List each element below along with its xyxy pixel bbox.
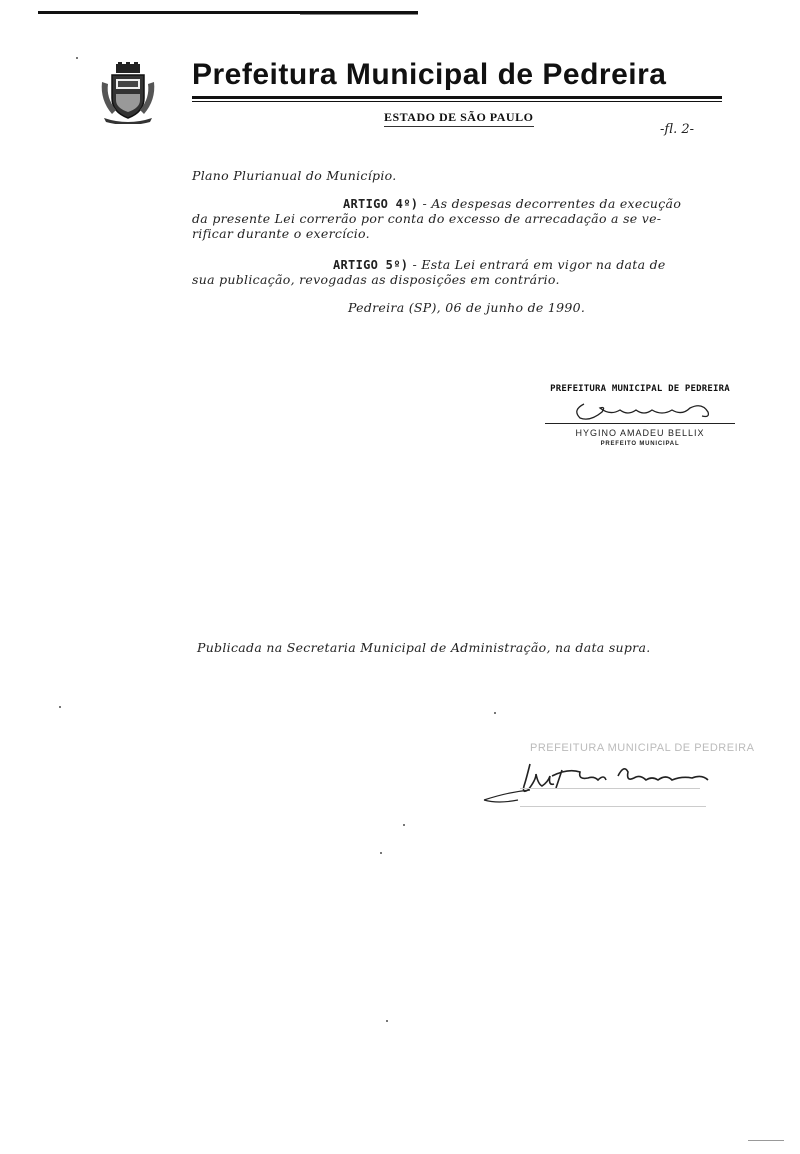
scan-speck [748,1140,784,1141]
mayor-handwritten-signature [570,398,720,424]
mayor-stamp-text: PREFEITURA MUNICIPAL DE PEDREIRA [550,384,730,394]
article-5-heading: ARTIGO 5º) [333,258,409,272]
article-5-line-1: - Esta Lei entrará em vigor na data de [408,257,666,272]
article-4-first-line [343,196,681,211]
mayor-name: HYGINO AMADEU BELLIX [575,428,705,438]
article-4-line-1: - As despesas decorrentes da execução [418,196,682,211]
article-4-line-3: rificar durante o exercício. [192,226,370,241]
title-rule-thin [192,101,722,102]
article-4-line-2: da presente Lei correrão por conta do excesso de arrecadação a se ve- [192,211,662,226]
secretary-handwritten-signature [478,750,718,812]
top-border-faint-line [300,14,418,15]
scan-speck [494,712,496,714]
state-underline [384,126,534,127]
mayor-role: PREFEITO MUNICIPAL [600,441,680,447]
folio-number: -fl. 2- [660,122,694,137]
publication-note: Publicada na Secretaria Municipal de Administração, na data supra. [197,640,651,655]
date-line: Pedreira (SP), 06 de junho de 1990. [348,300,586,315]
state-subtitle: ESTADO DE SÃO PAULO [384,110,534,124]
scan-speck [76,57,78,59]
municipal-crest-icon [98,62,158,124]
article-5-first-line [333,257,666,272]
mayor-signature-rule [545,423,735,424]
secretary-faded-name-line [520,788,700,789]
secretary-faded-role-line [520,806,706,807]
scan-speck [380,852,382,854]
scan-speck [386,1020,388,1022]
secretary-stamp: PREFEITURA MUNICIPAL DE PEDREIRA [530,742,755,754]
article-4-heading: ARTIGO 4º) [343,197,419,211]
scan-speck [59,706,61,708]
intro-line: Plano Plurianual do Município. [192,168,397,183]
article-5-line-2: sua publicação, revogadas as disposições em contrário. [192,272,560,287]
page-title: Prefeitura Municipal de Pedreira [192,58,667,91]
title-rule-thick [192,96,722,99]
mayor-stamp [545,384,735,394]
scan-speck [403,824,405,826]
